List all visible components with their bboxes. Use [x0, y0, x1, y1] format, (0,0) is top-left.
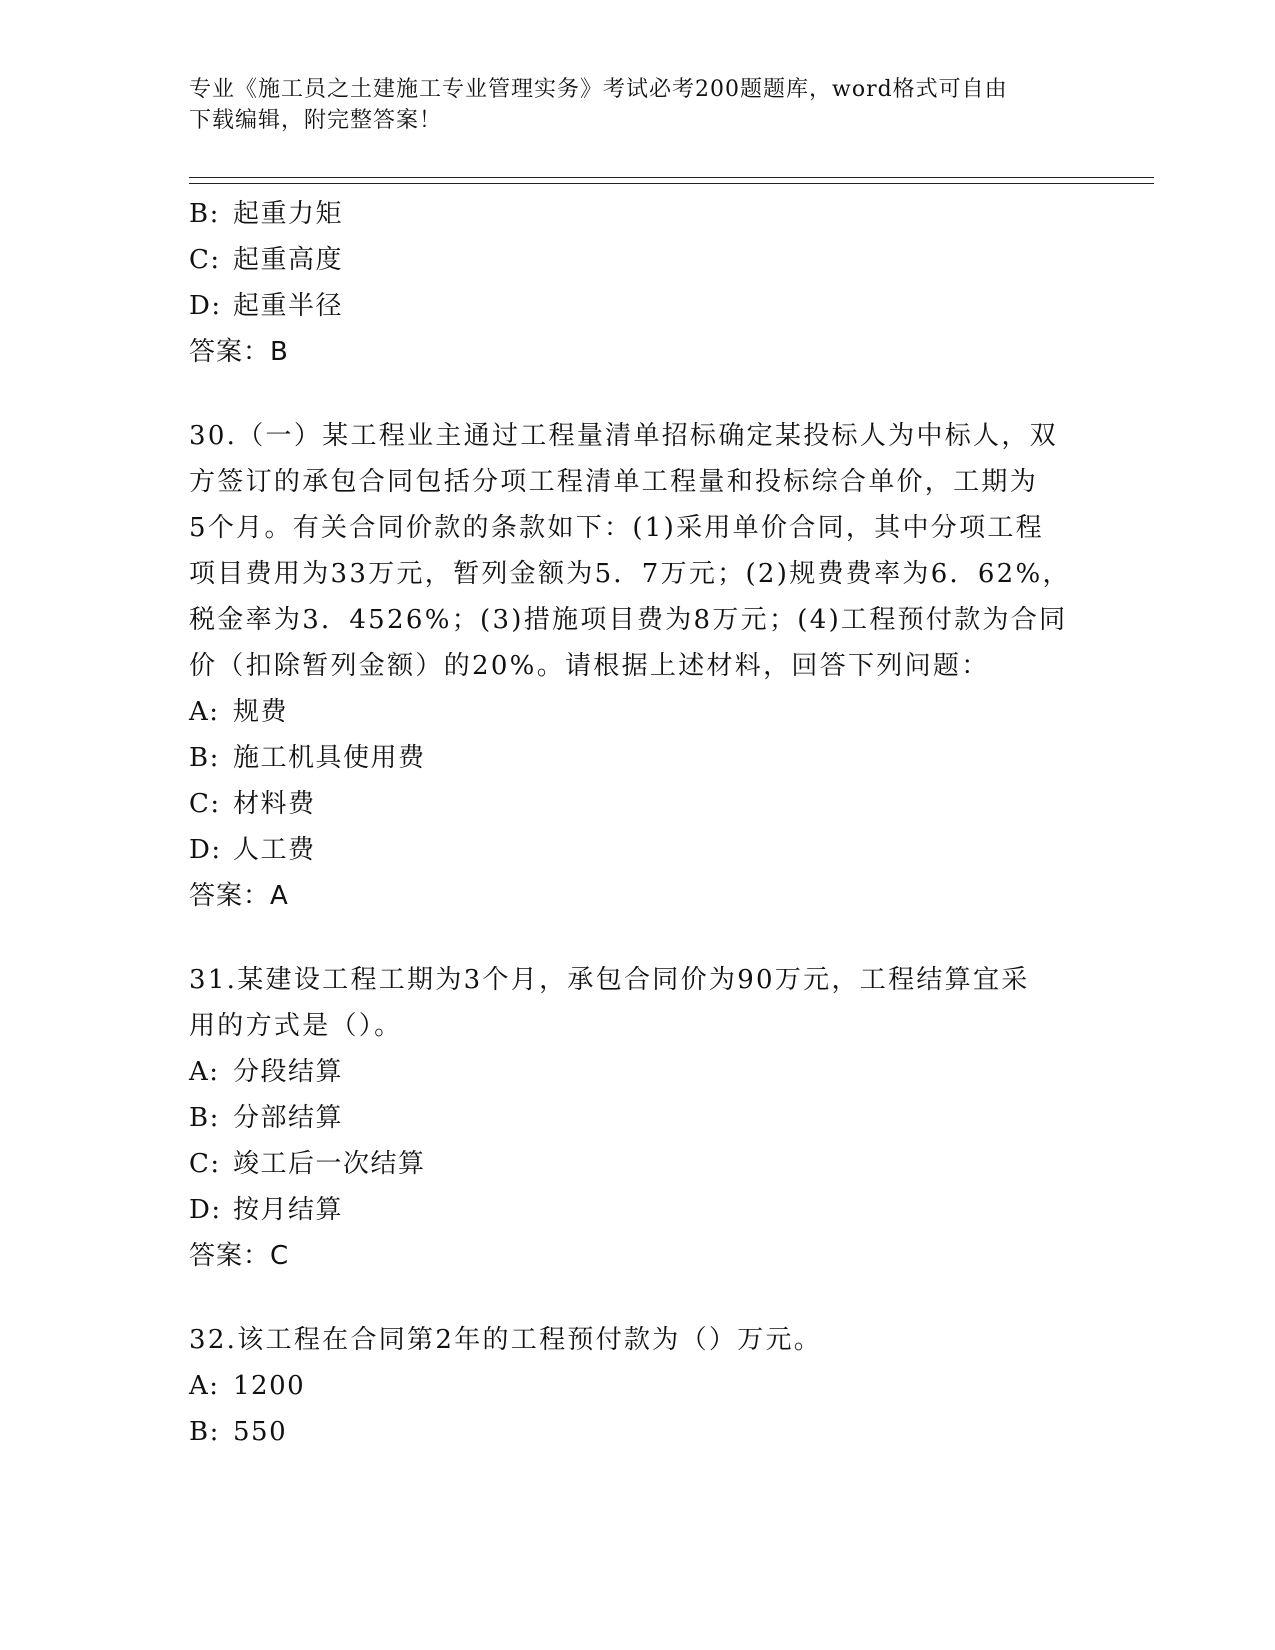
- option-text: 材料费: [233, 789, 316, 819]
- option-letter: C:: [189, 245, 221, 275]
- question-stem-line: 5个月。有关合同价款的条款如下：(1)采用单价合同，其中分项工程: [189, 513, 1044, 543]
- option-letter: B:: [189, 1417, 220, 1447]
- option-text: 分段结算: [233, 1057, 344, 1087]
- option-letter: A:: [189, 697, 220, 727]
- header-divider-top: [189, 177, 1154, 178]
- option-text: 起重高度: [233, 245, 344, 275]
- answer-line: 答案：A: [189, 881, 289, 911]
- option-text: 按月结算: [233, 1195, 344, 1225]
- question-32: [189, 1317, 1089, 1455]
- option-d: [189, 1187, 1089, 1233]
- header-divider-bottom: [189, 183, 1154, 184]
- option-letter: A:: [189, 1371, 220, 1401]
- option-c: [189, 237, 1089, 283]
- option-letter: C:: [189, 789, 221, 819]
- answer-line: 答案：C: [189, 1241, 290, 1271]
- option-text: 人工费: [233, 835, 316, 865]
- question-stem-line: 31.某建设工程工期为3个月，承包合同价为90万元，工程结算宜采: [189, 965, 1030, 995]
- option-a: [189, 1049, 1089, 1095]
- header-title-line-1: 专业《施工员之土建施工专业管理实务》考试必考200题题库，word格式可自由: [189, 77, 1008, 102]
- option-letter: B:: [189, 1103, 220, 1133]
- question-30: [189, 413, 1089, 919]
- option-text: 规费: [233, 697, 289, 727]
- option-letter: C:: [189, 1149, 221, 1179]
- option-b: [189, 191, 1089, 237]
- question-stem: [189, 413, 1069, 689]
- option-letter: D:: [189, 835, 222, 865]
- question-stem-line: 30.（一）某工程业主通过工程量清单招标确定某投标人为中标人，双: [189, 421, 1058, 451]
- option-d: [189, 827, 1089, 873]
- question-content: [189, 191, 1089, 1455]
- option-text: 竣工后一次结算: [233, 1149, 426, 1179]
- question-stem: [189, 1317, 1069, 1363]
- question-stem-line: 价（扣除暂列金额）的20%。请根据上述材料，回答下列问题：: [189, 651, 990, 681]
- option-text: 1200: [233, 1371, 306, 1401]
- question-stem-line: 项目费用为33万元，暂列金额为5．7万元；(2)规费费率为6．62%，: [189, 559, 1071, 589]
- header-title-line-2: 下载编辑，附完整答案！: [189, 108, 443, 133]
- question-31: [189, 957, 1089, 1279]
- option-text: 起重半径: [233, 291, 344, 321]
- option-text: 550: [233, 1417, 288, 1447]
- answer-line: 答案：B: [189, 337, 289, 367]
- option-c: [189, 1141, 1089, 1187]
- option-b: [189, 1095, 1089, 1141]
- option-b: [189, 1409, 1089, 1455]
- question-stem-line: 方签订的承包合同包括分项工程清单工程量和投标综合单价，工期为: [189, 467, 1039, 497]
- question-stem-line: 税金率为3．4526%；(3)措施项目费为8万元；(4)工程预付款为合同: [189, 605, 1068, 635]
- option-letter: A:: [189, 1057, 220, 1087]
- option-text: 分部结算: [233, 1103, 344, 1133]
- question-stem-line: 32.该工程在合同第2年的工程预付款为（）万元。: [189, 1325, 823, 1355]
- option-letter: D:: [189, 1195, 222, 1225]
- previous-question-options: [189, 191, 1089, 375]
- option-b: [189, 735, 1089, 781]
- option-a: [189, 1363, 1089, 1409]
- option-text: 起重力矩: [233, 199, 344, 229]
- option-letter: D:: [189, 291, 222, 321]
- option-c: [189, 781, 1089, 827]
- option-d: [189, 283, 1089, 329]
- option-a: [189, 689, 1089, 735]
- option-letter: B:: [189, 199, 220, 229]
- question-stem-line: 用的方式是（）。: [189, 1011, 403, 1041]
- option-letter: B:: [189, 743, 220, 773]
- option-text: 施工机具使用费: [233, 743, 426, 773]
- question-stem: [189, 957, 1069, 1049]
- document-header: [189, 74, 1069, 136]
